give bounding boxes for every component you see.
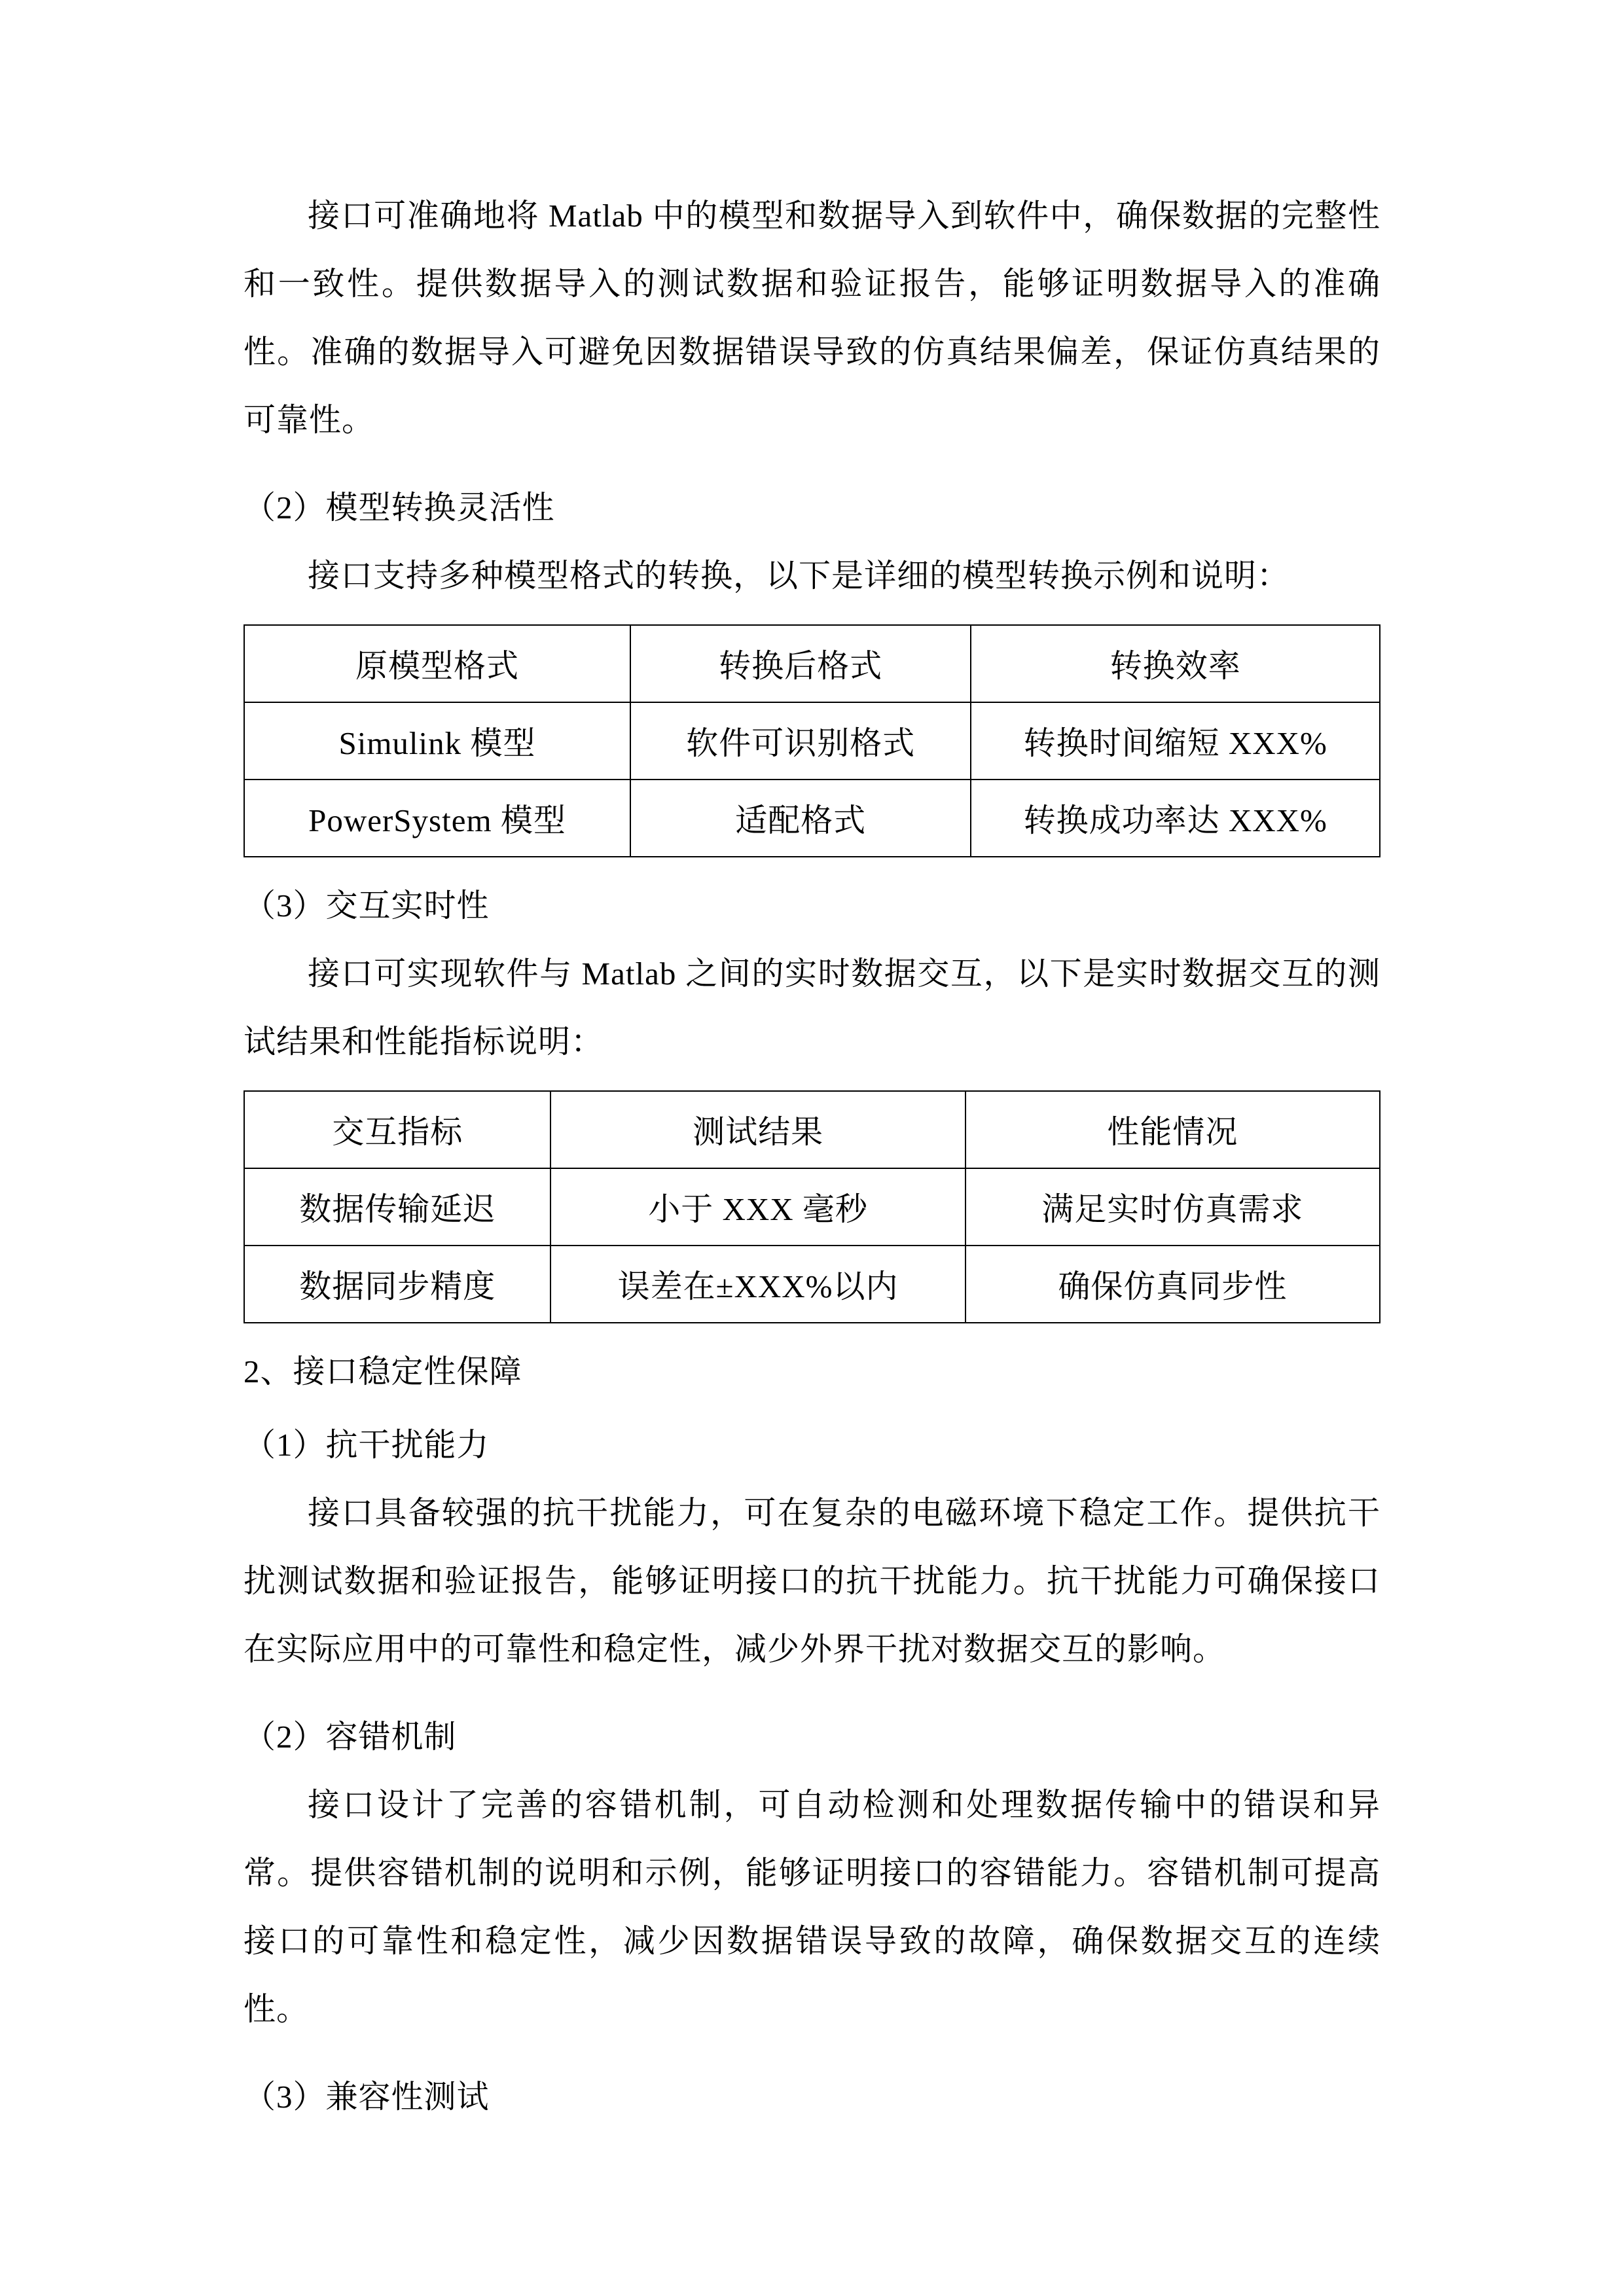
table-row [244, 1246, 1380, 1323]
table-cell: 转换成功率达 XXX% [971, 780, 1380, 857]
heading-realtime: （3）交互实时性 [244, 888, 490, 924]
realtime-table [244, 1090, 1380, 1323]
paragraph-data-import: 接口可准确地将 Matlab 中的模型和数据导入到软件中，确保数据的完整性和一致性。提供数据导入的测试数据和验证报告，能够证明数据导入的准确性。准确的数据导入可避免因数据错误导致的仿真结果偏差，保证仿真结果的可靠性。 [244, 198, 1380, 438]
table-header-cell: 原模型格式 [244, 625, 630, 702]
table-cell: 数据同步精度 [244, 1246, 550, 1323]
paragraph-realtime-intro: 接口可实现软件与 Matlab 之间的实时数据交互，以下是实时数据交互的测试结果和性能指标说明： [244, 956, 1380, 1060]
heading-anti-interference: （1）抗干扰能力 [244, 1427, 490, 1463]
table-header-cell: 交互指标 [244, 1091, 550, 1168]
table-cell: 数据传输延迟 [244, 1168, 550, 1246]
table-row [244, 780, 1380, 857]
table-cell: PowerSystem 模型 [244, 780, 630, 857]
heading-fault-tolerance: （2）容错机制 [244, 1719, 457, 1755]
table-cell: 满足实时仿真需求 [965, 1168, 1380, 1246]
paragraph-fault-tolerance: 接口设计了完善的容错机制，可自动检测和处理数据传输中的错误和异常。提供容错机制的说明和示例，能够证明接口的容错能力。容错机制可提高接口的可靠性和稳定性，减少因数据错误导致的故障，确保数据交互的连续性。 [244, 1787, 1380, 2027]
table-header-row [244, 625, 1380, 702]
table-cell: 小于 XXX 毫秒 [550, 1168, 965, 1246]
heading-compatibility: （3）兼容性测试 [244, 2079, 490, 2115]
table-row [244, 1168, 1380, 1246]
heading-stability: 2、接口稳定性保障 [244, 1354, 522, 1390]
table-cell: 误差在±XXX%以内 [550, 1246, 965, 1323]
table-cell: 软件可识别格式 [630, 702, 971, 780]
table-header-cell: 测试结果 [550, 1091, 965, 1168]
paragraph-anti-interference: 接口具备较强的抗干扰能力，可在复杂的电磁环境下稳定工作。提供抗干扰测试数据和验证报告，能够证明接口的抗干扰能力。抗干扰能力可确保接口在实际应用中的可靠性和稳定性，减少外界干扰对数据交互的影响。 [244, 1495, 1380, 1667]
paragraph-model-conversion-intro: 接口支持多种模型格式的转换，以下是详细的模型转换示例和说明： [308, 558, 1290, 594]
table-header-cell: 转换效率 [971, 625, 1380, 702]
table-cell: 确保仿真同步性 [965, 1246, 1380, 1323]
model-conversion-table [244, 624, 1380, 857]
table-cell: Simulink 模型 [244, 702, 630, 780]
table-header-cell: 性能情况 [965, 1091, 1380, 1168]
heading-model-conversion: （2）模型转换灵活性 [244, 490, 555, 526]
table-row [244, 702, 1380, 780]
table-header-row [244, 1091, 1380, 1168]
table-cell: 适配格式 [630, 780, 971, 857]
table-cell: 转换时间缩短 XXX% [971, 702, 1380, 780]
table-header-cell: 转换后格式 [630, 625, 971, 702]
